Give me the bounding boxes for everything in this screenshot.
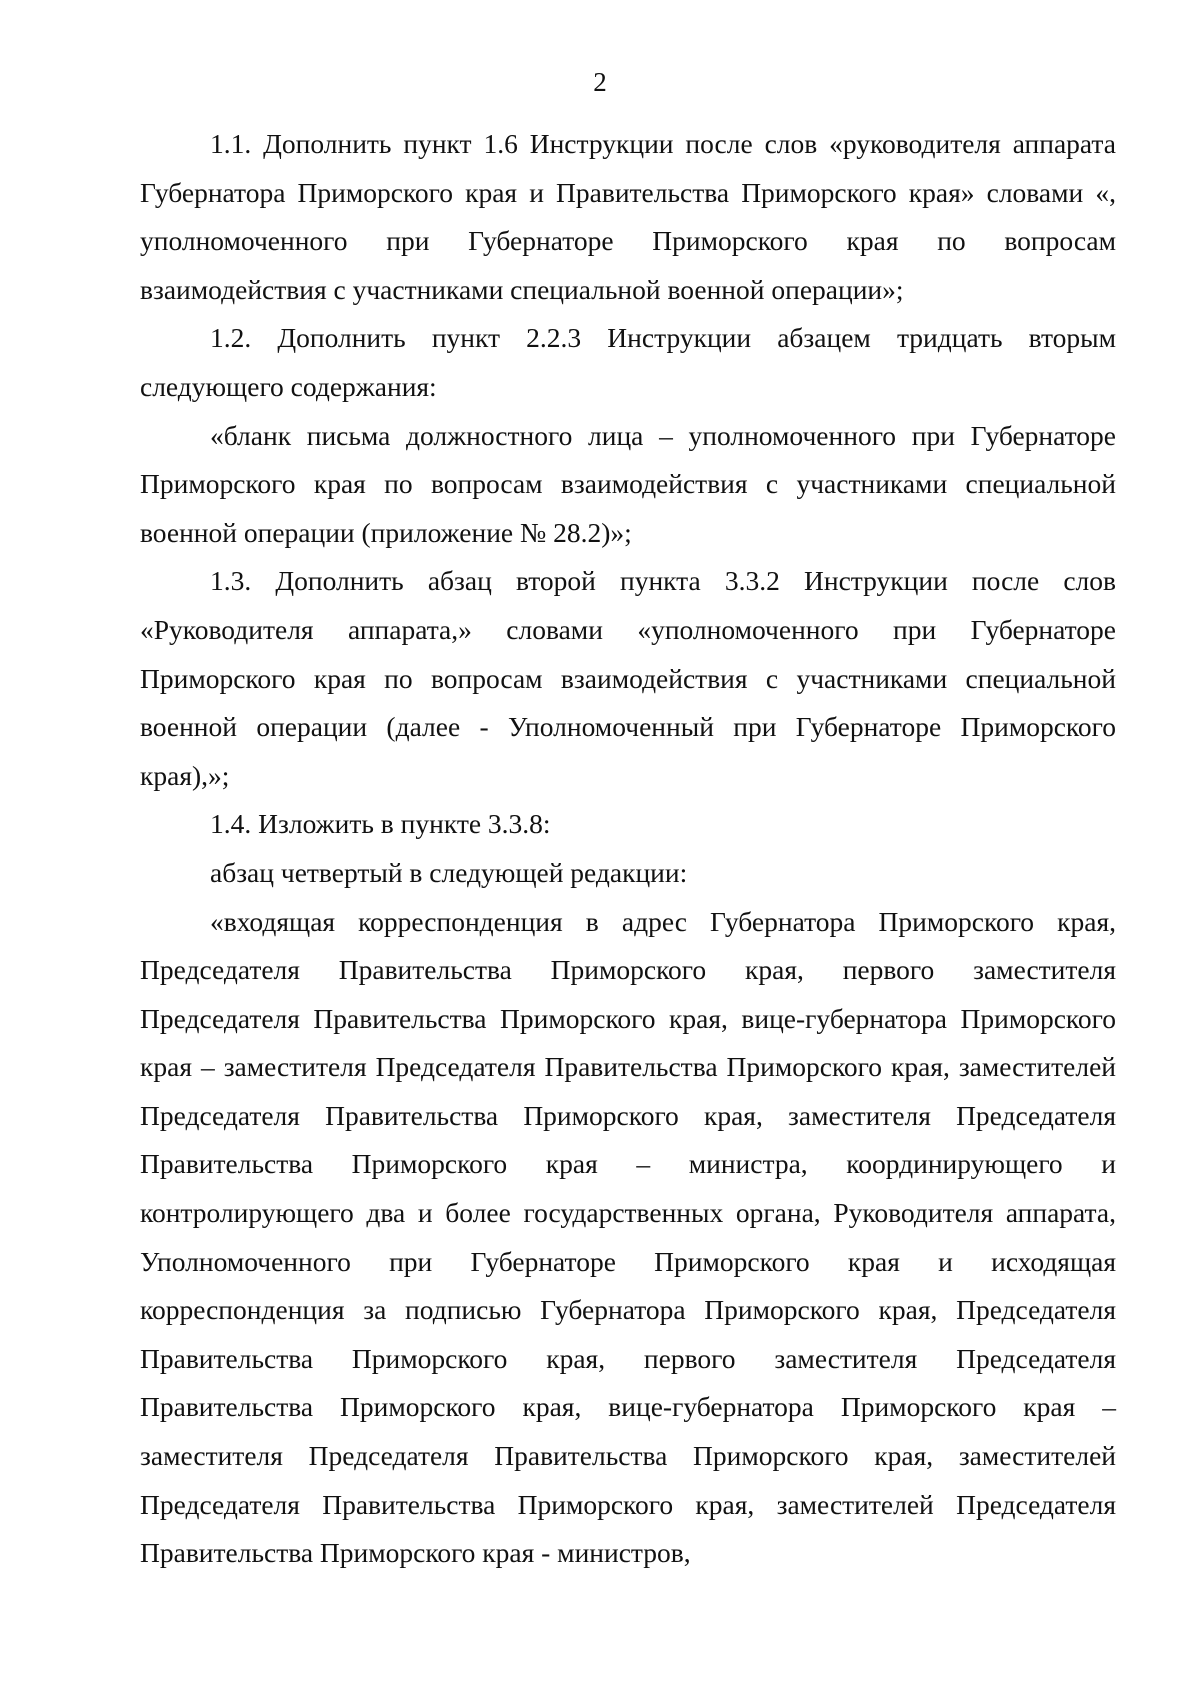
paragraph-1-1: 1.1. Дополнить пункт 1.6 Инструкции после слов «руководителя аппарата Губернатора Приморского края и Правительства Приморского края» словами «, уполномоченного при Губернаторе Приморского края по вопросам взаимодействия с участниками специальной военной операции»;: [140, 128, 1116, 305]
paragraph-subheading: абзац четвертый в следующей редакции:: [210, 856, 688, 888]
paragraph-1-2: 1.2. Дополнить пункт 2.2.3 Инструкции абзацем тридцать вторым следующего содержания:: [140, 322, 1116, 402]
paragraph-1-3: 1.3. Дополнить абзац второй пункта 3.3.2 Инструкции после слов «Руководителя аппарата,» словами «уполномоченного при Губернаторе Приморского края по вопросам взаимодействия с участниками специальной военной операции (далее - Уполномоченный при Губернаторе Приморского края),»;: [140, 565, 1116, 791]
page-number: 2: [593, 67, 607, 97]
paragraph-quote-correspondence: «входящая корреспонденция в адрес Губернатора Приморского края, Председателя Правительства Приморского края, первого заместителя Председателя Правительства Приморского края, вице-губернатора Приморского края – заместителя Председателя Правительства Приморского края, заместителей Председателя Правительства Приморского края, заместителя Председателя Правительства Приморского края – министра, координирующего и контролирующего два и более государственных органа, Руководителя аппарата, Уполномоченного при Губернаторе Приморского края и исходящая корреспонденция за подписью Губернатора Приморского края, Председателя Правительства Приморского края, первого заместителя Председателя Правительства Приморского края, вице-губернатора Приморского края – заместителя Председателя Правительства Приморского края, заместителей Председателя Правительства Приморского края, заместителей Председателя Правительства Приморского края - министров,: [140, 905, 1116, 1569]
document-body: [140, 120, 1116, 1578]
paragraph-1-4: 1.4. Изложить в пункте 3.3.8:: [210, 808, 551, 840]
paragraph-quote-blank: «бланк письма должностного лица – уполномоченного при Губернаторе Приморского края по вопросам взаимодействия с участниками специальной военной операции (приложение № 28.2)»;: [140, 419, 1116, 548]
